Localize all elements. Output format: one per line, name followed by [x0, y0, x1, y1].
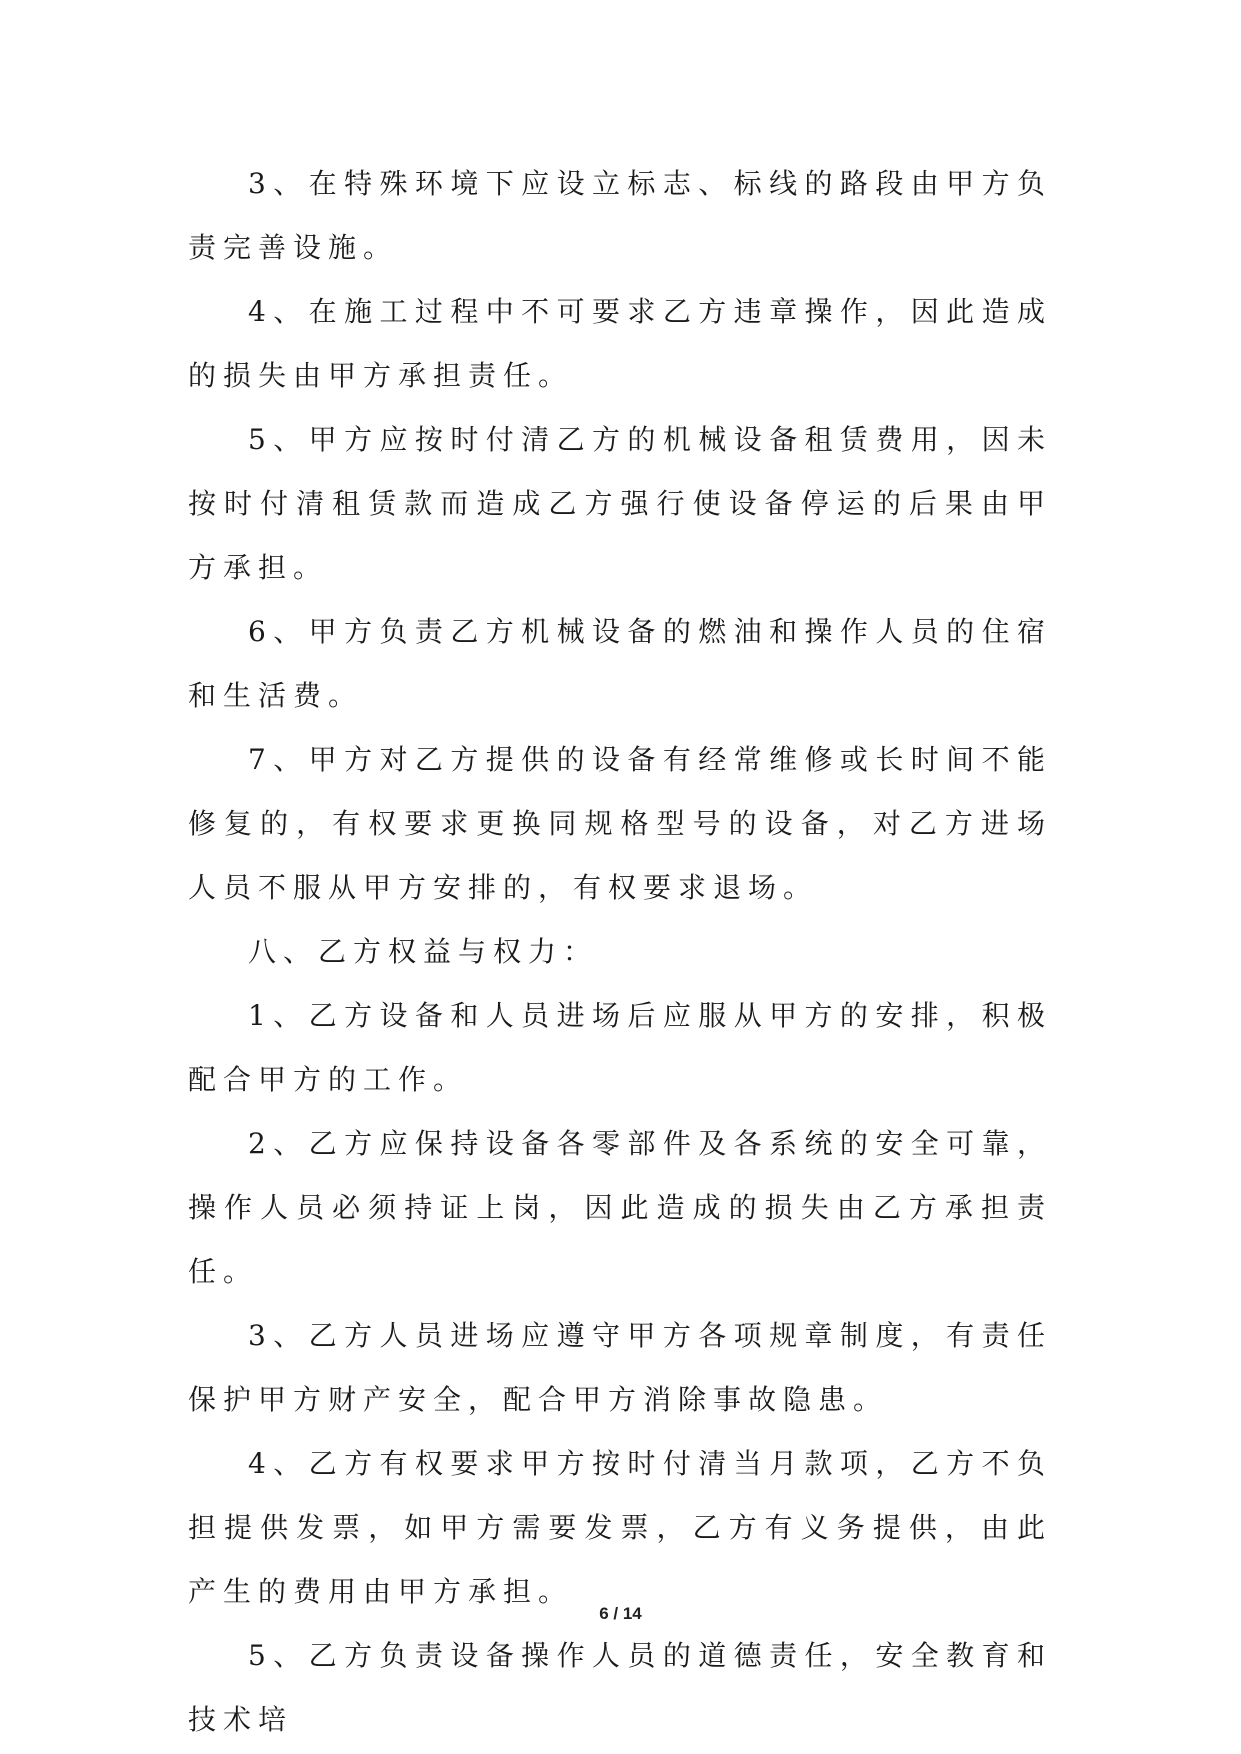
- paragraph-party-b-clause-5: 5、乙方负责设备操作人员的道德责任，安全教育和技术培: [188, 1639, 1052, 1736]
- paragraph-party-b-clause-2: 2、乙方应保持设备各零部件及各系统的安全可靠，操作人员必须持证上岗，因此造成的损失由乙方承担责任。: [188, 1127, 1052, 1288]
- paragraph-party-b-clause-3: 3、乙方人员进场应遵守甲方各项规章制度，有责任保护甲方财产安全，配合甲方消除事故隐患。: [188, 1319, 1052, 1416]
- paragraph-clause-4: 4、在施工过程中不可要求乙方违章操作，因此造成的损失由甲方承担责任。: [188, 295, 1052, 392]
- paragraph-clause-3: 3、在特殊环境下应设立标志、标线的路段由甲方负责完善设施。: [188, 167, 1052, 264]
- document-body: [188, 152, 1052, 1752]
- page-number: 6 / 14: [599, 1604, 642, 1623]
- paragraph-clause-7: 7、甲方对乙方提供的设备有经常维修或长时间不能修复的，有权要求更换同规格型号的设备，对乙方进场人员不服从甲方安排的，有权要求退场。: [188, 743, 1052, 904]
- paragraph-clause-6: 6、甲方负责乙方机械设备的燃油和操作人员的住宿和生活费。: [188, 615, 1052, 712]
- paragraph-party-b-clause-4: 4、乙方有权要求甲方按时付清当月款项，乙方不负担提供发票，如甲方需要发票，乙方有义务提供，由此产生的费用由甲方承担。: [188, 1447, 1052, 1608]
- paragraph-party-b-clause-1: 1、乙方设备和人员进场后应服从甲方的安排，积极配合甲方的工作。: [188, 999, 1052, 1096]
- paragraph-clause-5: 5、甲方应按时付清乙方的机械设备租赁费用，因未按时付清租赁款而造成乙方强行使设备停运的后果由甲方承担。: [188, 423, 1052, 584]
- section-heading-party-b-rights: 八、乙方权益与权力：: [248, 935, 599, 968]
